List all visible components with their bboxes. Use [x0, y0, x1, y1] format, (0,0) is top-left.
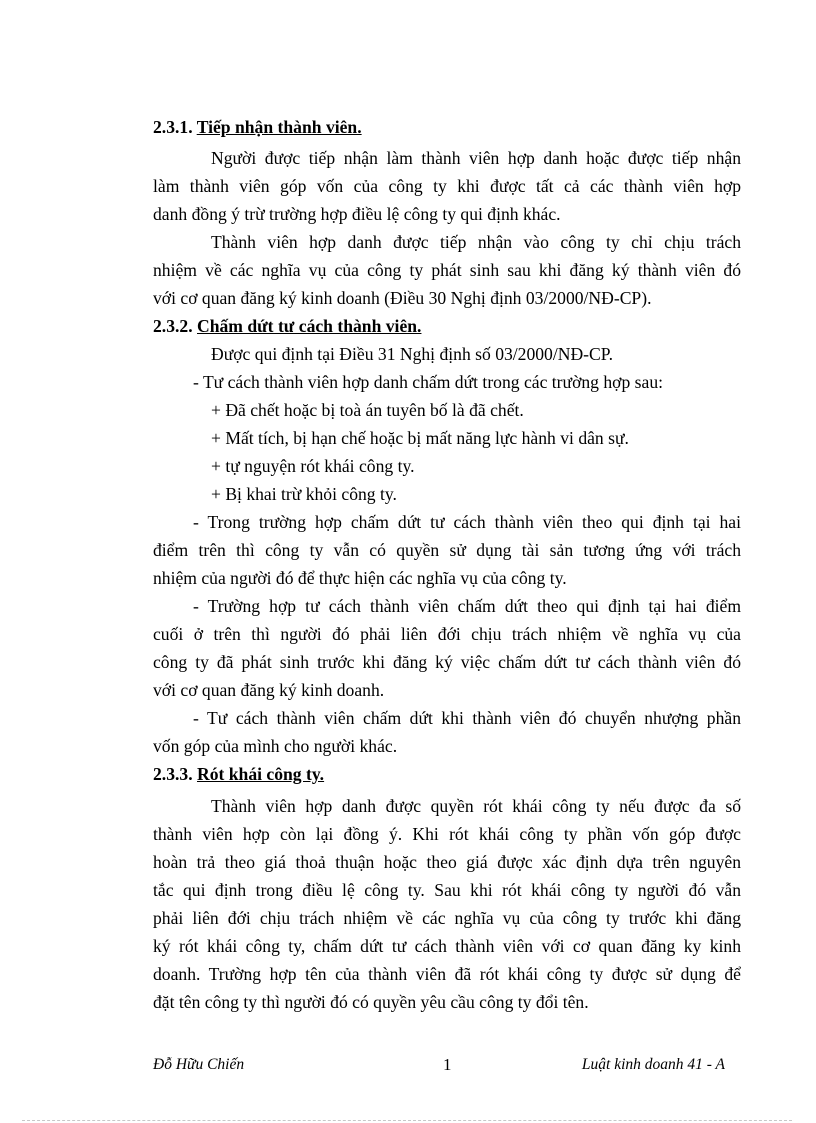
section-heading-2-3-3 — [153, 760, 741, 788]
paragraph-line: Được qui định tại Điều 31 Nghị định số 03/2000/NĐ-CP. — [211, 344, 613, 364]
paragraph-line: thành viên hợp còn lại đồng ý. Khi rót khái công ty phần vốn góp được — [153, 824, 741, 844]
paragraph-line: Thành viên hợp danh được quyền rót khái công ty nếu được đa số — [211, 796, 741, 816]
paragraph-line: cuối ở trên thì người đó phải liên đới chịu trách nhiệm về nghĩa vụ của — [153, 624, 741, 644]
paragraph-line: điểm trên thì công ty vẫn có quyền sử dụng tài sản tương ứng với trách — [153, 540, 741, 560]
page-separator — [22, 1120, 792, 1121]
paragraph-line: công ty đã phát sinh trước khi đăng ký việc chấm dứt tư cách thành viên đó — [153, 652, 741, 672]
paragraph-line: Thành viên hợp danh được tiếp nhận vào công ty chỉ chịu trách — [211, 232, 741, 252]
list-item: - Tư cách thành viên hợp danh chấm dứt trong các trường hợp sau: — [193, 372, 664, 392]
paragraph-line: vốn góp của mình cho người khác. — [153, 736, 398, 756]
section-heading-2-3-1 — [153, 113, 741, 141]
section-number: 2.3.3. — [153, 764, 193, 784]
paragraph-line: Người được tiếp nhận làm thành viên hợp danh hoặc được tiếp nhận — [211, 148, 741, 168]
section-title: Chấm dứt tư cách thành viên. — [197, 316, 422, 336]
list-item: + Bị khai trừ khỏi công ty. — [211, 484, 397, 504]
paragraph-line: nhiệm về các nghĩa vụ của công ty phát sinh sau khi đăng ký thành viên đó — [153, 260, 741, 280]
paragraph-line: với cơ quan đăng ký kinh doanh. — [153, 680, 385, 700]
paragraph-line: đặt tên công ty thì người đó có quyền yêu cầu công ty đổi tên. — [153, 992, 589, 1012]
paragraph-line: - Trường hợp tư cách thành viên chấm dứt theo qui định tại hai điểm — [193, 596, 741, 616]
document-body — [153, 113, 741, 1016]
section-title: Tiếp nhận thành viên. — [196, 117, 362, 137]
section-heading-2-3-2 — [153, 312, 741, 340]
section-number: 2.3.1. — [153, 117, 193, 137]
section-title: Rót khái công ty. — [197, 764, 325, 784]
section-number: 2.3.2. — [153, 316, 193, 336]
paragraph-line: nhiệm của người đó để thực hiện các nghĩa vụ của công ty. — [153, 568, 567, 588]
paragraph-line: tắc qui định trong điều lệ công ty. Sau khi rót khái công ty người đó vẫn — [153, 880, 741, 900]
footer-course: Luật kinh doanh 41 - A — [581, 1056, 725, 1073]
paragraph-line: - Trong trường hợp chấm dứt tư cách thành viên theo qui định tại hai — [193, 512, 741, 532]
paragraph-line: hoàn trả theo giá thoả thuận hoặc theo giá được xác định dựa trên nguyên — [153, 852, 741, 872]
paragraph-line: ký rót khái công ty, chấm dứt tư cách thành viên với cơ quan đăng ky kinh — [153, 936, 741, 956]
paragraph-line: - Tư cách thành viên chấm dứt khi thành viên đó chuyển nhượng phần — [193, 708, 741, 728]
page-footer — [153, 1056, 725, 1080]
list-item: + tự nguyện rót khái công ty. — [211, 456, 415, 476]
list-item: + Đã chết hoặc bị toà án tuyên bố là đã chết. — [211, 400, 524, 420]
paragraph-line: phải liên đới chịu trách nhiệm về các nghĩa vụ của công ty trước khi đăng — [153, 908, 741, 928]
page-number: 1 — [443, 1055, 452, 1074]
paragraph-line: danh đồng ý trừ trường hợp điều lệ công ty qui định khác. — [153, 204, 561, 224]
paragraph-line: làm thành viên góp vốn của công ty khi được tất cả các thành viên hợp — [153, 176, 741, 196]
footer-author: Đỗ Hữu Chiến — [153, 1056, 245, 1073]
paragraph-line: với cơ quan đăng ký kinh doanh (Điều 30 Nghị định 03/2000/NĐ-CP). — [153, 288, 652, 308]
paragraph-line: doanh. Trường hợp tên của thành viên đã rót khái công ty được sử dụng để — [153, 964, 741, 984]
list-item: + Mất tích, bị hạn chế hoặc bị mất năng lực hành vi dân sự. — [211, 428, 629, 448]
